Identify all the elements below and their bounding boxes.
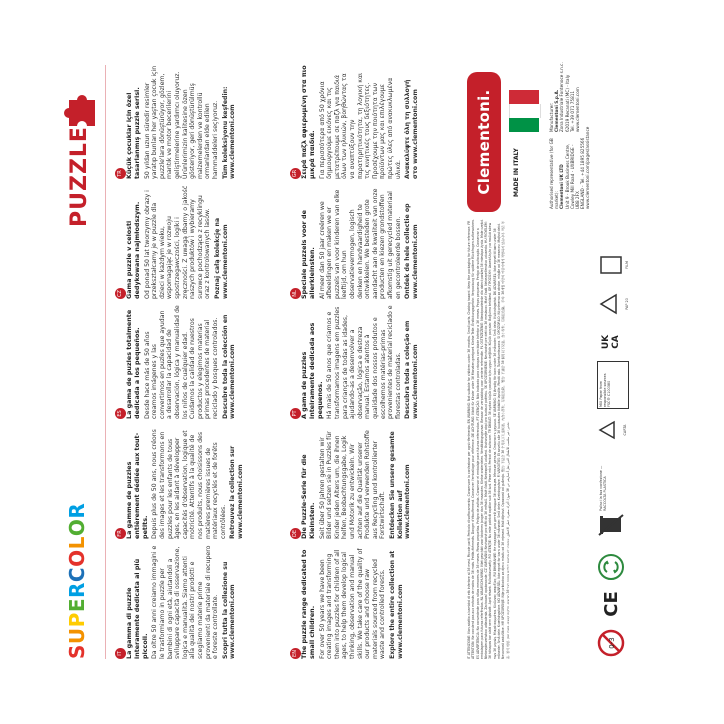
supercolor-letter: O: [65, 518, 89, 537]
supercolor-letter: S: [65, 644, 89, 659]
supercolor-letter: R: [65, 502, 89, 519]
ukca-mark-icon: [597, 329, 625, 355]
made-in-label: MADE IN ITALY: [513, 148, 520, 197]
manufacturer-label: Manufacturer:: [549, 102, 554, 132]
info-column-cz: [115, 185, 285, 299]
column-title: Die Puzzle-Serie für die Kleinsten.: [300, 454, 316, 539]
info-column-es: [115, 305, 285, 419]
language-badge: ES: [115, 408, 126, 419]
recycle-label: Pulisci la tua confezione — RACCOLTA PLASTICA: [599, 465, 607, 511]
column-link[interactable]: Tüm koleksiyonu keşfedin: www.clementoni.com: [221, 86, 237, 179]
clementoni-logo: Clementoni.: [467, 72, 501, 212]
ukca-top: UK: [601, 334, 611, 350]
manufacturer-line-0: Clementoni S.p.A.: [554, 89, 560, 132]
column-title: La gamma di puzzle interamente dedicata ai più piccoli.: [125, 558, 149, 659]
uk-rep-line-1: Unit 9 - Brook Business Centre,: [564, 143, 570, 209]
pap-recycle-icon: [597, 291, 625, 317]
age-badge-text: 0-3: [608, 637, 616, 649]
manufacturer-line-2: 62019 Recanati (MC) - Italy: [564, 74, 570, 132]
column-link[interactable]: Explore the entire collection at www.clementoni.com: [388, 550, 404, 659]
sheet-rotated-content: [57, 57, 667, 667]
column-link[interactable]: Ανακαλύψτε όλη τη συλλογή στο www.clementoni.com: [404, 79, 419, 179]
column-body: Desde hace más de 50 años creamos imágenes y las convertimos en puzles que ayudan a desarrollar la capacidad de observación, lógica y manualidad de los niños de cualquier edad. Cuidamos la calidad de nuestros productos y elegimos materias primas procedentes de material reciclado y bosques controlados.: [143, 305, 219, 419]
uk-rep-line-4: www.clementoni.com/pages/assistance: [585, 126, 591, 209]
language-badge: FR: [115, 528, 126, 539]
info-column-pt: [290, 305, 460, 419]
column-body: 50 yıldan uzun süredir resimler yaratıp bunları her yaştan çocuk için puzzle'lara dönüştürüyor, gözlem, mantık ve motor becerilerini geliştirmelerine yardımcı oluyoruz. Ürünlerimizin kalitesine özen gösteriyor, geri dönüştürülmüş malzemelerden ve kontrollü ormanlardan elde edilen hammaddeleri seçiyoruz.: [143, 65, 219, 179]
legal-asian-text: 警告: 不适合 36 个月以下儿童玩耍。内含小部件，有窒息危险。 警告: 不適合 36 個月以下兒童。含小零件，有窒息危險。 주의: 36개월 미만의 어린이에게 적합하지 않습니다. 작은 부품. 질식 위험.: [501, 221, 510, 659]
language-badge: NL: [290, 288, 301, 299]
supercolor-letter: L: [65, 536, 89, 550]
column-title: Gama puzzle v celosti dedykowana najmłodszym.: [125, 201, 141, 299]
manufacturer-line-4: www.clementoni.com: [575, 87, 581, 132]
supercolor-letter: P: [65, 612, 89, 628]
supercolor-letter: O: [65, 549, 89, 567]
age-warning-icon: [597, 629, 625, 657]
uk-rep-label: Authorised representative (for GB market):: [549, 138, 560, 209]
column-title: La gamme de puzzles entièrement dédiée aux tout-petits.: [125, 432, 149, 539]
film-icon: [597, 253, 625, 277]
info-column-nl: [290, 185, 460, 299]
language-badge: IT: [115, 648, 126, 659]
pap-label: PAP 20: [625, 298, 629, 310]
recycle-icon: [597, 553, 625, 581]
column-link[interactable]: Retrouvez la collection sur www.clementoni.com: [229, 445, 244, 539]
language-badge: CZ: [115, 288, 126, 299]
column-body: Od ponad 50 lat tworzymy obrazy i przekształcamy je w puzzle dla dzieci w każdym wieku, wspomagając je w rozwoju spostrzegawczości, logiki i zręczności. Z uwagą dbamy o jakość naszych produktów i wybieramy surowce pochodzące z recyklingu oraz z kontrolowanych lasów.: [143, 185, 212, 299]
ce-mark-icon: CE: [600, 591, 622, 617]
column-body: For over 50 years we have been creating images and transforming them into puzzles for children of all ages, to help them develop logical thinking, observation and manual skills. We take care of the quality of our products and choose raw materials sourced from recycled waste and controlled forests.: [318, 548, 387, 659]
carta-label: CARTA: [623, 424, 627, 436]
column-link[interactable]: Entdecken Sie unsere gesamte Kollektion auf www.clementoni.com: [388, 431, 412, 539]
manufacturer-block: [549, 62, 580, 132]
column-link[interactable]: Scopri tutta la collezione su www.clementoni.com: [221, 561, 237, 659]
header-row: [57, 57, 109, 667]
info-column-tr: [115, 65, 285, 179]
puzzle-piece-icon: [59, 90, 99, 132]
column-title: La gama de puzles totalmente dedicada a los pequeños.: [125, 309, 141, 419]
language-badge: EN: [290, 648, 301, 659]
info-column-gr: [290, 65, 460, 179]
paper-recycle-icon: [597, 417, 623, 443]
uk-rep-line-0: Clementoni UK LTD: [559, 164, 565, 209]
language-badge: DE: [290, 528, 301, 539]
fsc-label: MIX Paper from responsible sources FSC® C100380: [597, 361, 629, 409]
flag-red: [509, 90, 539, 104]
uk-rep-line-3: ENGLAND - Tel. +44 1895 825566: [580, 137, 586, 209]
italy-flag: [509, 90, 541, 132]
bin-icon: [595, 513, 625, 537]
uk-rep-line-2: Cowley Mill Road - UXBRIDGE - UB8 2FX: [569, 144, 581, 209]
legal-hebrew-text: אזהרה: לא מתאים לילדים מתחת לגיל 36 חודשים. חלקים קטנים. סכנת חנק.: [505, 421, 510, 640]
film-label: FILM: [625, 261, 629, 269]
info-column-fr: [115, 425, 285, 539]
supercolor-letter: C: [65, 566, 89, 583]
flag-green: [509, 118, 539, 132]
column-body: Depuis plus de 50 ans, nous créons des images et les transformons en puzzles pour les enfants de tous âges, en les aidant à développer capacités d'observation, logique et motricité. Attentifs à la qualité de nos produits, nous choisissons des matières premières issues de matériaux recyclés et de forêts contrôlées.: [151, 429, 227, 539]
column-body: Για περισσότερα από 50 χρόνια δημιουργούμε εικόνες και τις μετατρέπουμε σε παζλ για παιδιά όλων των ηλικιών, βοηθώντας τα να αναπτύξουν την παρατηρητικότητα, τη λογική και τις κινητικές τους δεξιότητες. Προσέχουμε την ποιότητα των προϊόντων μας και επιλέγουμε πρώτες ύλες από ανακυκλωμένα υλικά.: [318, 72, 402, 179]
column-link[interactable]: Ontdek de hele collectie op www.clementoni.com: [404, 203, 419, 299]
column-body: Al meer dan 50 jaar creëren we afbeeldingen en maken we er puzzels van voor kinderen van elke leeftijd, om hun observatievermogen, logisch denken en handvaardigheid te ontwikkelen. We besteden grote aandacht aan de kwaliteit van onze producten en kiezen grondstoffen afkomstig uit gerecycled materiaal en gecontroleerde bossen.: [318, 188, 402, 299]
legal-warnings: [467, 219, 585, 659]
column-body: Da oltre 50 anni creiamo immagini e le trasformiamo in puzzle per bambini di ogni età, aiutandoli a sviluppare capacità di osservazione, logica e manualità. Siamo attenti alla qualità dei nostri prodotti e scegliamo materie prime provenienti da materiale di recupero e foreste controllate.: [151, 545, 220, 659]
language-badge: TR: [115, 168, 126, 179]
manufacturer-line-3: Tel. +39 071 75811: [569, 90, 575, 132]
column-title: The puzzle range dedicated to small children.: [300, 549, 316, 659]
column-title: Küçük çocuklar için özel tasarlanmış puzzle serisi.: [125, 87, 141, 179]
column-body: Há mais de 50 anos que criamos e transformamos imagens em puzzles para crianças de todas as idades, ajudando-as a desenvolver a observação, lógica e destreza manual. Estamos atentos à qualidade dos nossos produtos e escolhemos matérias-primas provenientes de material reciclado e florestas controladas.: [326, 305, 402, 419]
manufacturer-line-1: Zona Industriale Fontenoce s.n.c.: [559, 62, 565, 132]
language-badge: GR: [290, 168, 301, 179]
puzzle-title: PUZZLE: [67, 126, 92, 227]
flag-white: [509, 104, 541, 118]
supercolor-letter: R: [65, 582, 89, 598]
supercolor-logo: [65, 503, 89, 659]
supercolor-letter: U: [65, 627, 89, 645]
info-column-de: [290, 425, 460, 539]
column-link[interactable]: Descubre toda la colección en www.clementoni.com: [221, 314, 237, 419]
header-divider: [105, 65, 106, 659]
column-title: Speciale puzzels voor de allerkleinsten.: [300, 210, 316, 299]
supercolor-letter: E: [65, 598, 89, 613]
column-body: Seit über 50 Jahren gestalten wir Bilder und setzen sie in Puzzles für Kinder jeden Alters um, die ihnen helfen, Beobachtungsgabe, Logik und Motorik zu entwickeln. Wir achten auf die Qualität unserer Produkte und verwenden Rohstoffe aus Recycling und kontrollierter Forstwirtschaft.: [318, 430, 387, 539]
info-column-it: [115, 545, 285, 659]
uk-representative-block: [549, 126, 591, 209]
language-badge: PT: [290, 408, 301, 419]
info-column-en: [290, 545, 460, 659]
legal-arabic-text: تحذير: غير مناسب للأطفال الذين تقل أعمارهم عن 36 شهرًا. أجزاء صغيرة. خطر الاختناق.: [505, 422, 510, 538]
column-link[interactable]: Descubra toda a coleção em www.clementoni.com: [404, 320, 419, 419]
ukca-bottom: CA: [611, 335, 621, 349]
legal-warnings-text: IT ATTENZIONE: Non adatto a bambini di età inferiore ai 36 mesi. Piccole parti. Pericolo di soffocamento. Conservare la confezione per ogni riferimento. EN WARNING: Not suitable for children under 36 months. Small parts. Choking hazard. Keep the packaging for future reference. FR ATTENTION: Ne convient pas aux enfants de moins de 36 mois. Petits éléments. Danger d'étouffement. Conserver l'emballage pour référence. DE ACHTUNG: Nicht für Kinder unter 36 Monaten geeignet. Kleine Teile. Erstickungsgefahr. Verpackung für spätere Rückfragen aufbewahren. ES ADVERTENCIA: No conveniente para niños menores de 36 meses. Piezas pequeñas. Peligro de asfixia. Conservar el embalaje para futuras referencias. PT ATENÇÃO: Não indicado para crianças com idade inferior a 36 meses. Peças pequenas. Perigo de sufocação. Conservar a embalagem para futuras referências. NL WAARSCHUWING: Niet geschikt voor kinderen jonger dan 36 maanden. Kleine onderdelen. Verstikkingsgevaar. Bewaar de verpakking voor verdere referentie. PL OSTRZEŻENIE: Nieodpowiednie dla dzieci poniżej 36 miesiąca życia. Małe części. Niebezpieczeństwo udławienia. Zachować opakowanie. CZ VAROVÁNÍ: Nevhodné pro děti do 36 měsíců. Malé části. Nebezpečí udušení. Uschovejte obal pro budoucí potřebu. SK UPOZORNENIE: Nevhodné pre deti do 36 mesiacov. Malé časti. Nebezpečenstvo udusenia. HU FIGYELEM: 36 hónapos kor alatt nem ajánlott. Apró részek. Fulladásveszély. RO ATENȚIE: Nu este potrivit copiilor sub 36 luni. Piese mici. Pericol de sufocare. TR DİKKAT: 36 aydan küçük çocuklar için uygun değildir. Küçük parçalar. Boğulma tehlikesi. GR ΠΡΟΣΟΧΗ: Ακατάλληλο για παιδιά κάτω των 36 μηνών. Μικρά κομμάτια. Κίνδυνος ασφυξίας. RU ВНИМАНИЕ: Не подходит для детей младше 36 месяцев. Мелкие детали. Опасность удушья. SE VARNING: Ej lämplig för barn under 36 månader. Små delar. Kvävningsrisk. DK ADVARSEL: Ikke egnet til børn under 36 måneder. Små dele. Kvælningsfare. NO ADVARSEL: Ikke egnet for barn under 36 måneder. Små deler. Kvelningsfare. FI VAROITUS: Ei sovellu alle 36 kuukauden ikäisille lapsille. Pieniä osia. Tukehtumisvaara. SI OPOZORILO: Ni primerno za otroke, mlajše od 36 mesecev. Majhni delci. Nevarnost zadušitve. HR UPOZORENJE: Nije prikladno za djecu mlađu od 36 mjeseci. Mali dijelovi. Opasnost od gušenja.: [467, 219, 506, 659]
column-title: A gama de puzzles inteiramente dedicada aos pequenos.: [300, 322, 324, 419]
column-link[interactable]: Poznaj całą kolekcję na www.clementoni.com: [213, 217, 229, 299]
column-title: Σειρά παζλ αφιερωμένη στα πιο μικρά παιδιά.: [300, 65, 316, 179]
